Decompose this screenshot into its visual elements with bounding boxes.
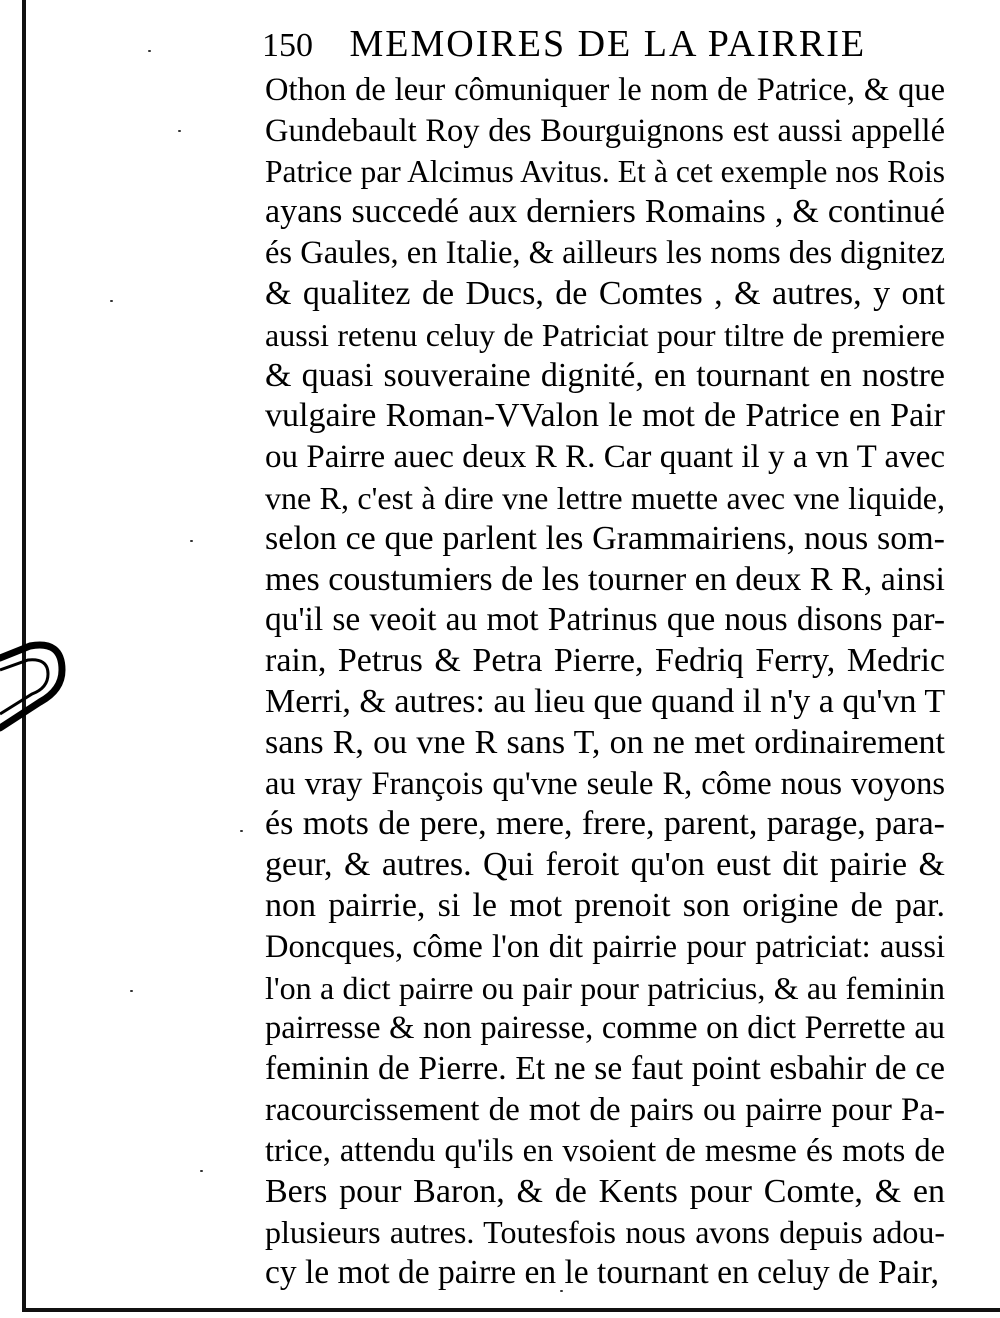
ink-speck bbox=[190, 540, 193, 542]
text-line: Gundebault Roy des Bourguignons est aussi appellé bbox=[265, 112, 945, 149]
text-line: plusieurs autres. Toutesfois nous avons depuis adou- bbox=[265, 1214, 945, 1251]
text-line: vne R, c'est à dire vne lettre muette avec vne liquide, bbox=[265, 479, 945, 516]
text-line: trice, attendu qu'ils en vsoient de mesme és mots de bbox=[265, 1132, 945, 1169]
binding-clip-mark bbox=[0, 630, 80, 750]
ink-speck bbox=[178, 130, 181, 132]
text-line: geur, & autres. Qui feroit qu'on eust dit pairie & bbox=[265, 846, 945, 884]
text-line: selon ce que parlent les Grammairiens, nous som- bbox=[265, 519, 945, 557]
text-line: Bers pour Baron, & de Kents pour Comte, & en bbox=[265, 1172, 945, 1210]
text-line: Patrice par Alcimus Avitus. Et à cet exemple nos Rois bbox=[265, 153, 945, 189]
text-line: & qualitez de Ducs, de Comtes , & autres, y ont bbox=[265, 274, 945, 312]
text-line: Othon de leur cômuniquer le nom de Patrice, & que bbox=[265, 72, 945, 108]
text-line: Merri, & autres: au lieu que quand il n'y a qu'vn T bbox=[265, 682, 946, 720]
ink-speck bbox=[110, 300, 113, 302]
text-line: & quasi souveraine dignité, en tournant en nostre bbox=[265, 356, 945, 394]
text-line: ayans succedé aux derniers Romains , & continué bbox=[265, 193, 945, 231]
page-edge-bottom bbox=[22, 1308, 1000, 1312]
text-line: rain, Petrus & Petra Pierre, Fedriq Ferry, Medric bbox=[265, 642, 945, 680]
text-line: qu'il se veoit au mot Patrinus que nous disons par- bbox=[265, 601, 945, 639]
text-line: cy le mot de pairre en le tournant en celuy de Pair, bbox=[265, 1254, 939, 1292]
text-line: au vray François qu'vne seule R, côme nous voyons bbox=[265, 765, 945, 802]
text-line: pairresse & non pairesse, comme on dict Perrette au bbox=[265, 1010, 945, 1047]
page-number: 150 bbox=[262, 27, 313, 64]
text-line: racourcissement de mot de pairs ou pairre pour Pa- bbox=[265, 1091, 945, 1128]
text-line: aussi retenu celuy de Patriciat pour tiltre de premiere bbox=[265, 316, 945, 353]
ink-speck bbox=[240, 830, 243, 832]
text-line: Doncques, côme l'on dit pairrie pour patriciat: aussi bbox=[265, 928, 945, 965]
body-text bbox=[265, 70, 945, 1294]
ink-speck bbox=[148, 50, 151, 52]
text-line: l'on a dict pairre ou pair pour patricius, & au feminin bbox=[265, 969, 945, 1006]
ink-speck bbox=[200, 1170, 203, 1172]
text-line: ou Pairre auec deux R R. Car quant il y a vn T avec bbox=[265, 439, 945, 476]
text-line: mes coustumiers de les tourner en deux R R, ainsi bbox=[265, 560, 945, 598]
text-line: és mots de pere, mere, frere, parent, parage, para- bbox=[265, 805, 945, 843]
text-line: feminin de Pierre. Et ne se faut point esbahir de ce bbox=[265, 1050, 945, 1088]
running-title: MEMOIRES DE LA PAIRRIE bbox=[349, 23, 867, 65]
text-line: vulgaire Roman-VValon le mot de Patrice en Pair bbox=[265, 397, 945, 435]
text-line: sans R, ou vne R sans T, on ne met ordinairement bbox=[265, 723, 945, 761]
page-header bbox=[262, 22, 962, 66]
ink-speck bbox=[130, 990, 133, 992]
text-line: és Gaules, en Italie, & ailleurs les noms des dignitez bbox=[265, 235, 945, 272]
text-line: non pairrie, si le mot prenoit son origine de par. bbox=[265, 886, 945, 924]
